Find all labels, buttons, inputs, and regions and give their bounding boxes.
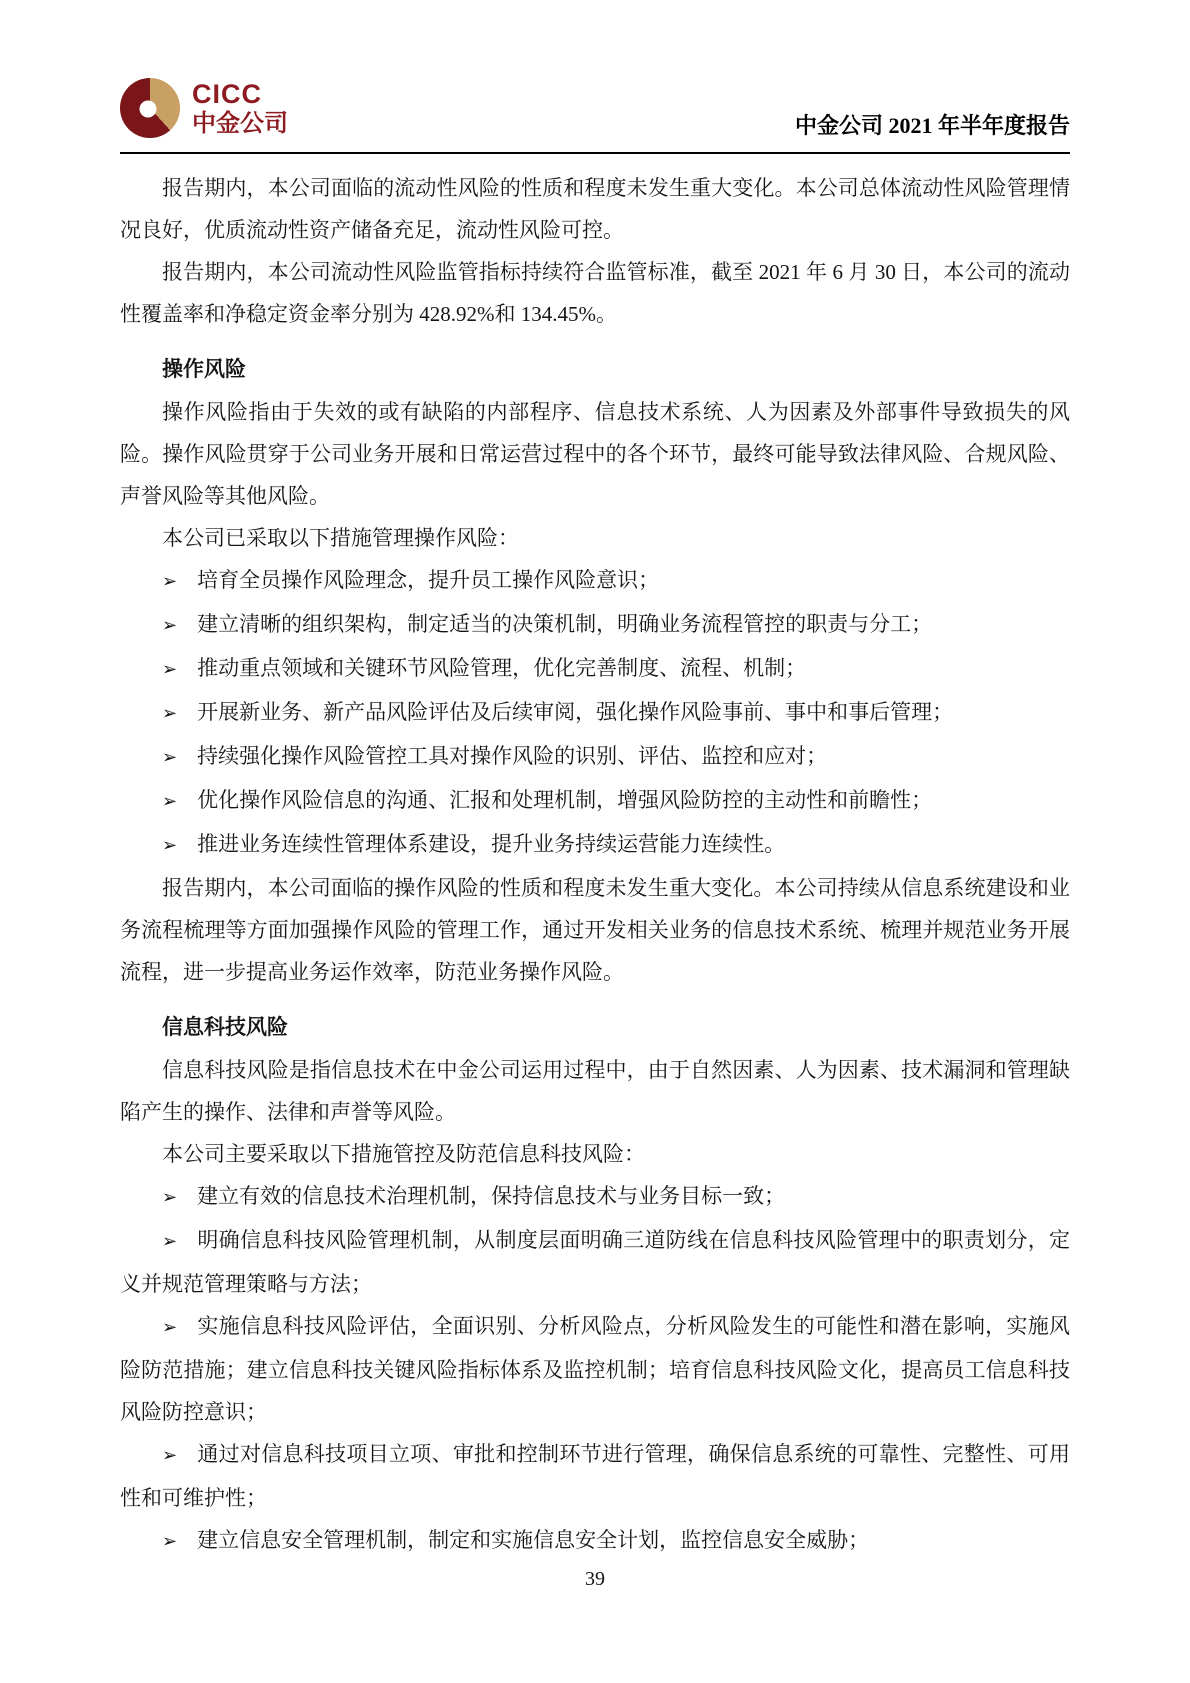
list-item (120, 1219, 1070, 1305)
list-item (120, 647, 1070, 691)
list-item (120, 735, 1070, 779)
arrow-bullet-icon: ➢ (162, 791, 178, 812)
cicc-logo-icon (120, 78, 180, 138)
list-item-text: 优化操作风险信息的沟通、汇报和处理机制，增强风险防控的主动性和前瞻性； (197, 788, 933, 812)
arrow-bullet-icon: ➢ (162, 703, 178, 724)
list-item-text: 推进业务连续性管理体系建设，提升业务持续运营能力连续性。 (197, 832, 786, 856)
arrow-bullet-icon: ➢ (162, 1231, 178, 1252)
list-item (120, 1519, 1070, 1563)
page-number: 39 (585, 1568, 605, 1590)
list-item (120, 559, 1070, 603)
page-content (120, 167, 1070, 1590)
section-heading-operational-risk: 操作风险 (162, 358, 246, 381)
list-item-text: 推动重点领域和关键环节风险管理，优化完善制度、流程、机制； (197, 656, 807, 680)
list-item-text: 通过对信息科技项目立项、审批和控制环节进行管理，确保信息系统的可靠性、完整性、可用性和可维护性； (120, 1442, 1070, 1510)
list-item-text: 建立清晰的组织架构，制定适当的决策机制，明确业务流程管控的职责与分工； (197, 612, 933, 636)
logo-text-en: CICC (192, 78, 262, 109)
paragraph-operational-lead: 本公司已采取以下措施管理操作风险： (162, 526, 519, 550)
list-item (120, 1305, 1070, 1433)
list-item (120, 779, 1070, 823)
paragraph-it-lead: 本公司主要采取以下措施管控及防范信息科技风险： (162, 1142, 645, 1166)
arrow-bullet-icon: ➢ (162, 747, 178, 768)
list-item (120, 1175, 1070, 1219)
arrow-bullet-icon: ➢ (162, 659, 178, 680)
list-item (120, 823, 1070, 867)
section-heading-it-risk: 信息科技风险 (162, 1016, 288, 1039)
logo-text (192, 78, 288, 137)
paragraph-operational-closing: 报告期内，本公司面临的操作风险的性质和程度未发生重大变化。本公司持续从信息系统建设和业务流程梳理等方面加强操作风险的管理工作，通过开发相关业务的信息技术系统、梳理并规范业务开展流程，进一步提高业务运作效率，防范业务操作风险。 (120, 876, 1070, 984)
arrow-bullet-icon: ➢ (162, 1317, 178, 1338)
list-item-text: 建立信息安全管理机制，制定和实施信息安全计划，监控信息安全威胁； (197, 1528, 870, 1552)
paragraph-it-intro: 信息科技风险是指信息技术在中金公司运用过程中，由于自然因素、人为因素、技术漏洞和管理缺陷产生的操作、法律和声誉等风险。 (120, 1058, 1070, 1124)
list-item-text: 实施信息科技风险评估，全面识别、分析风险点，分析风险发生的可能性和潜在影响，实施风险防范措施；建立信息科技关键风险指标体系及监控机制；培育信息科技风险文化，提高员工信息科技风险防控意识； (120, 1314, 1070, 1424)
arrow-bullet-icon: ➢ (162, 835, 178, 856)
list-item-text: 建立有效的信息技术治理机制，保持信息技术与业务目标一致； (197, 1184, 786, 1208)
list-item (120, 603, 1070, 647)
arrow-bullet-icon: ➢ (162, 571, 178, 592)
list-item-text: 开展新业务、新产品风险评估及后续审阅，强化操作风险事前、事中和事后管理； (197, 700, 954, 724)
paragraph-operational-intro: 操作风险指由于失效的或有缺陷的内部程序、信息技术系统、人为因素及外部事件导致损失的风险。操作风险贯穿于公司业务开展和日常运营过程中的各个环节，最终可能导致法律风险、合规风险、声誉风险等其他风险。 (120, 400, 1070, 508)
arrow-bullet-icon: ➢ (162, 1531, 178, 1552)
arrow-bullet-icon: ➢ (162, 1445, 178, 1466)
list-item-text: 明确信息科技风险管理机制，从制度层面明确三道防线在信息科技风险管理中的职责划分，定义并规范管理策略与方法； (120, 1228, 1070, 1296)
arrow-bullet-icon: ➢ (162, 615, 178, 636)
list-item (120, 691, 1070, 735)
paragraph-liquidity-2: 报告期内，本公司流动性风险监管指标持续符合监管标准，截至 2021 年 6 月 30 日，本公司的流动性覆盖率和净稳定资金率分别为 428.92%和 134.45%。 (120, 260, 1070, 326)
paragraph-liquidity-1: 报告期内，本公司面临的流动性风险的性质和程度未发生重大变化。本公司总体流动性风险管理情况良好，优质流动性资产储备充足，流动性风险可控。 (120, 176, 1070, 242)
report-title: 中金公司 2021 年半年度报告 (794, 113, 1070, 138)
logo-center-hole (139, 101, 156, 118)
arrow-bullet-icon: ➢ (162, 1187, 178, 1208)
list-item-text: 持续强化操作风险管控工具对操作风险的识别、评估、监控和应对； (197, 744, 828, 768)
list-item-text: 培育全员操作风险理念，提升员工操作风险意识； (197, 568, 660, 592)
cicc-logo (120, 78, 288, 138)
logo-text-cn: 中金公司 (192, 109, 288, 137)
page-header (120, 0, 1070, 154)
list-item (120, 1433, 1070, 1519)
